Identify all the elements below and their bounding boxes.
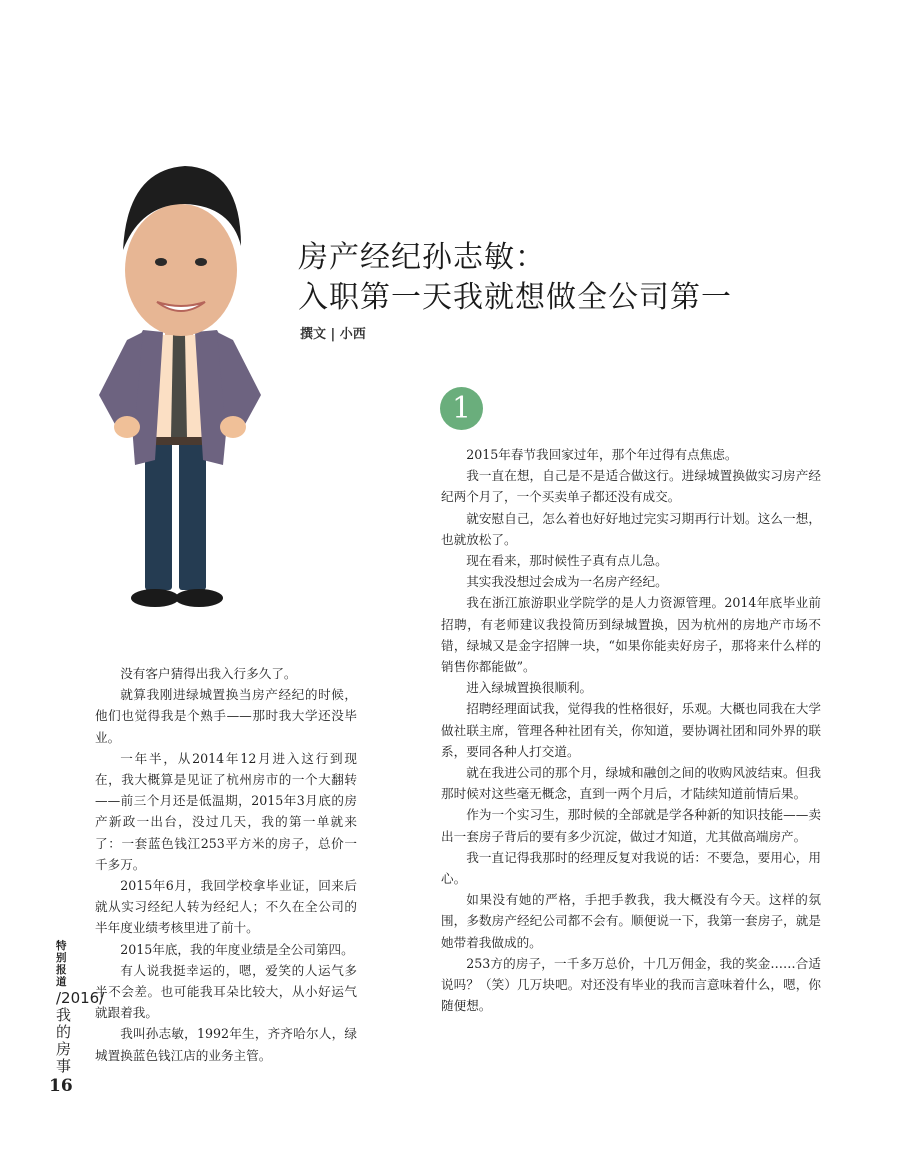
paragraph: 2015年春节我回家过年，那个年过得有点焦虑。: [466, 447, 738, 462]
paragraph: 进入绿城置换很顺利。: [466, 680, 593, 696]
section-label-big: /2016/我的房事: [56, 989, 105, 1075]
paragraph: 如果没有她的严格，手把手教我，我大概没有今天。这样的氛围，多数房产经纪公司都不会有。顺便说一下，我第一套房子，就是她带着我做成的。: [441, 892, 821, 950]
paragraph: 2015年底，我的年度业绩是全公司第四。: [120, 941, 354, 957]
paragraph: 我在浙江旅游职业学院学的是人力资源管理。2014年底毕业前招聘，有老师建议我投简历到绿城置换，因为杭州的房地产市场不错，绿城又是金字招牌一块，“如果你能卖好房子，那将来什么样的销售你都能做”。: [441, 595, 821, 675]
paragraph: 253方的房子，一千多万总价，十几万佣金，我的奖金……合适说吗？（笑）几万块吧。对还没有毕业的我而言意味着什么，嗯，你随便想。: [441, 955, 821, 1014]
paragraph: 我一直在想，自己是不是适合做这行。进绿城置换做实习房产经纪两个月了，一个买卖单子都还没有成交。: [441, 468, 821, 505]
section-label: [56, 940, 105, 1075]
paragraph: 就算我刚进绿城置换当房产经纪的时候，他们也觉得我是个熟手——那时我大学还没毕业。: [95, 687, 357, 745]
paragraph: 我叫孙志敏，1992年生，齐齐哈尔人，绿城置换蓝色钱江店的业务主管。: [95, 1026, 357, 1063]
paragraph: 其实我没想过会成为一名房产经纪。: [466, 574, 668, 590]
paragraph: 没有客户猜得出我入行多久了。: [120, 666, 297, 681]
article-title: [298, 238, 732, 318]
paragraph: 就安慰自己，怎么着也好好地过完实习期再行计划。这么一想，也就放松了。: [441, 510, 821, 547]
paragraph: 现在看来，那时候性子真有点儿急。: [466, 553, 668, 569]
paragraph: 一年半，从2014年12月进入这行到现在，我大概算是见证了杭州房市的一个大翻转——前三个月还是低温期，2015年3月底的房产新政一出台，没过几天，我的第一单就来了：一套蓝色钱江253平方米的房子，总价一千多万。: [95, 750, 357, 872]
right-column: [441, 444, 821, 1016]
section-label-small: 特别报道: [56, 940, 67, 988]
section-number-badge: 1: [440, 387, 483, 430]
left-column: [95, 663, 357, 1066]
paragraph: 我一直记得我那时的经理反复对我说的话：不要急，要用心，用心。: [441, 849, 821, 887]
byline: 撰文 | 小西: [300, 327, 366, 342]
paragraph: 作为一个实习生，那时候的全部就是学各种新的知识技能——卖出一套房子背后的要有多少沉淀，做过才知道，尤其做高端房产。: [441, 807, 821, 844]
title-line-2: 入职第一天我就想做全公司第一: [298, 280, 732, 315]
title-line-1: 房产经纪孙志敏：: [298, 240, 546, 275]
paragraph: 就在我进公司的那个月，绿城和融创之间的收购风波结束。但我那时候对这些毫无概念，直到一两个月后，才陆续知道前情后果。: [441, 765, 821, 802]
paragraph: 2015年6月，我回学校拿毕业证，回来后就从实习经纪人转为经纪人；不久在全公司的半年度业绩考核里进了前十。: [95, 878, 357, 936]
paragraph: 有人说我挺幸运的，嗯，爱笑的人运气多半不会差。也可能我耳朵比较大，从小好运气就跟着我。: [95, 962, 357, 1021]
illustrated-figure: [95, 160, 265, 608]
page-number: 16: [49, 1076, 73, 1096]
paragraph: 招聘经理面试我，觉得我的性格很好，乐观。大概也同我在大学做社联主席，管理各种社团有关，你知道，要协调社团和同外界的联系，要同各种人打交道。: [441, 701, 821, 759]
